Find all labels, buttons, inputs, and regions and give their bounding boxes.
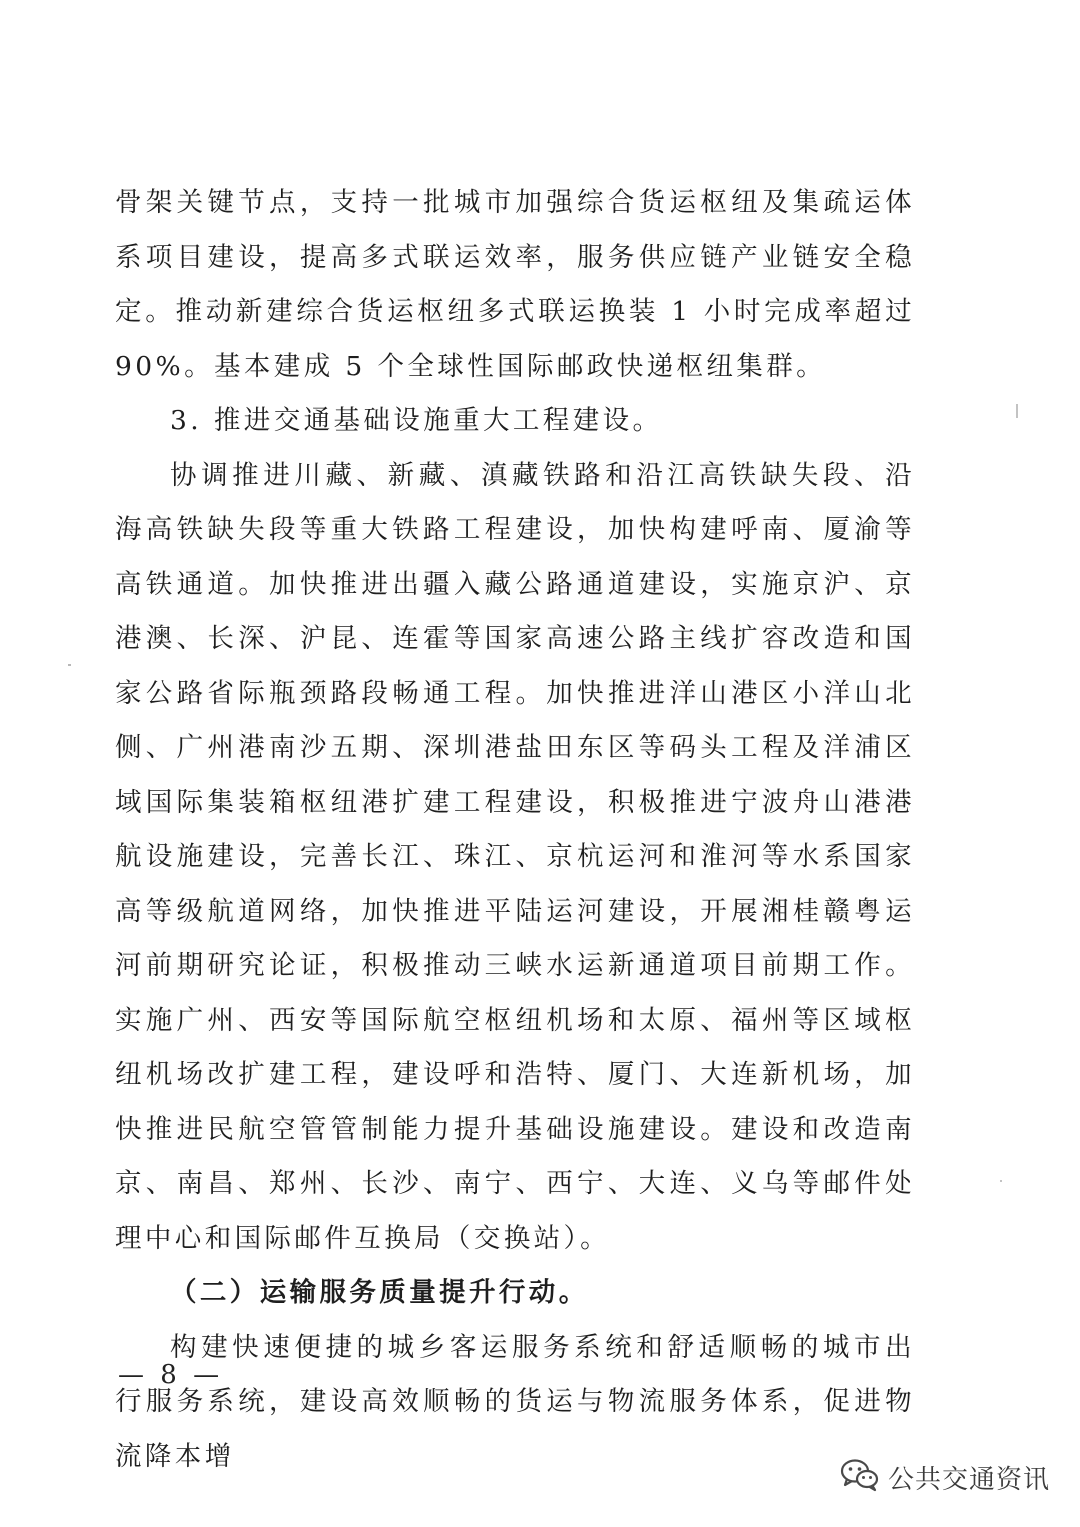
watermark — [840, 1458, 1050, 1496]
paragraph-major-projects: 协调推进川藏、新藏、滇藏铁路和沿江高铁缺失段、沿海高铁缺失段等重大铁路工程建设，加快构建呼南、厦渝等高铁通道。加快推进出疆入藏公路通道建设，实施京沪、京港澳、长深、沪昆、连霍等国家高速公路主线扩容改造和国家公路省际瓶颈路段畅通工程。加快推进洋山港区小洋山北侧、广州港南沙五期、深圳港盐田东区等码头工程及洋浦区域国际集装箱枢纽港扩建工程建设，积极推进宁波舟山港港航设施建设，完善长江、珠江、京杭运河和淮河等水系国家高等级航道网络，加快推进平陆运河建设，开展湘桂赣粤运河前期研究论证，积极推动三峡水运新通道项目前期工作。实施广州、西安等国际航空枢纽机场和太原、福州等区域枢纽机场改扩建工程，建设呼和浩特、厦门、大连新机场，加快推进民航空管管制能力提升基础设施建设。建设和改造南京、南昌、郑州、长沙、南宁、西宁、大连、义乌等邮件处理中心和国际邮件互换局（交换站）。 — [115, 459, 915, 1254]
watermark-text: 公共交通资讯 — [888, 1464, 1051, 1495]
paragraph-service-system: 构建快速便捷的城乡客运服务系统和舒适顺畅的城市出行服务系统，建设高效顺畅的货运与物流服务体系，促进物流降本增 — [115, 1331, 915, 1472]
paragraph-continuation: 骨架关键节点，支持一批城市加强综合货运枢纽及集疏运体系项目建设，提高多式联运效率，服务供应链产业链安全稳定。推动新建综合货运枢纽多式联运换装 1 小时完成率超过 90%。基本建成 5 个全球性国际邮政快递枢纽集群。 — [115, 187, 915, 382]
wechat-icon — [840, 1458, 880, 1496]
subheading-infrastructure: 3. 推进交通基础设施重大工程建设。 — [170, 405, 663, 436]
scan-speck — [1000, 1180, 1002, 1182]
scan-speck — [68, 664, 71, 666]
document-body — [115, 176, 915, 1484]
page-number: — 8 — — [118, 1360, 224, 1390]
section-heading-transport-service: （二）运输服务质量提升行动。 — [170, 1277, 589, 1308]
scan-speck — [1016, 404, 1018, 418]
